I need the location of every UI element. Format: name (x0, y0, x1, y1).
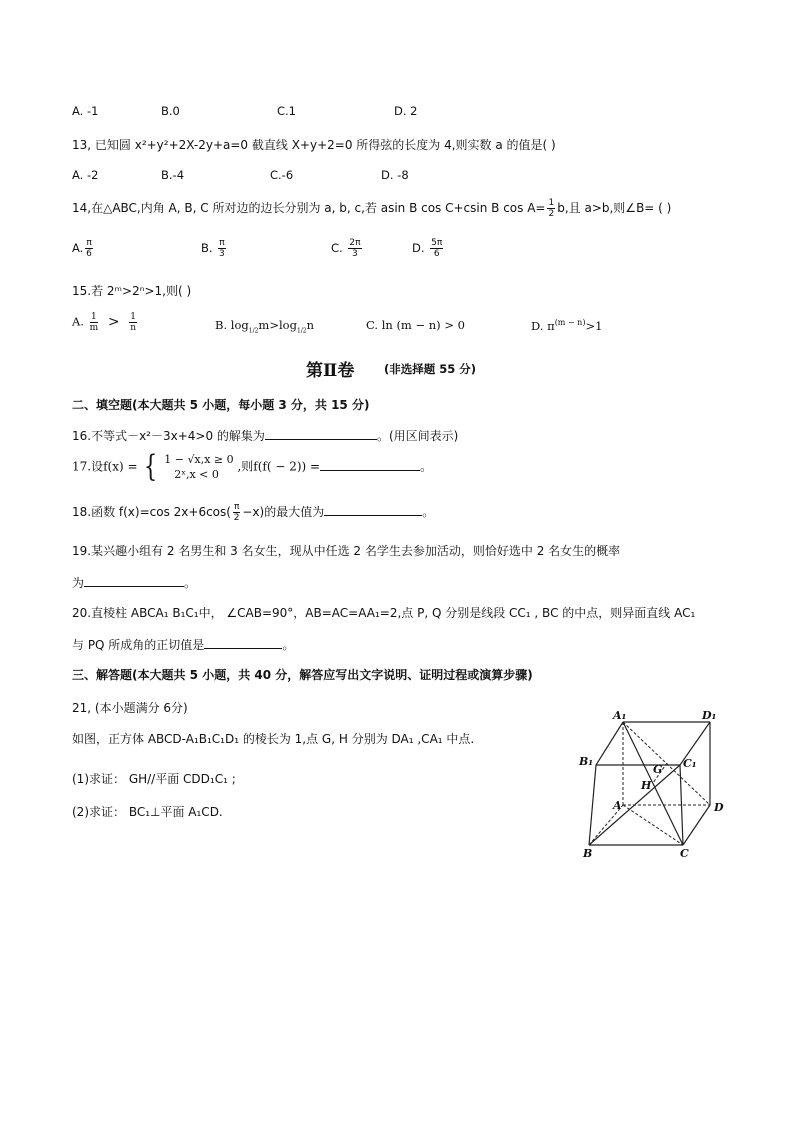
label-c1: C₁ (683, 757, 697, 770)
q15-text: 15.若 2ᵐ>2ⁿ>1,则( ) (72, 284, 192, 298)
q12-option-c: C.1 (277, 104, 297, 118)
q14-option-c: C. $\frac{2\pi}{3}$ (331, 238, 361, 259)
q13-option-d: D. -8 (381, 168, 409, 182)
q20-line2: 与 PQ 所成角的正切值是 。 (72, 638, 295, 652)
q12-option-b: B.0 (161, 104, 180, 118)
q18-text: 18.函数 f(x)=cos 2x+6cos( $\frac{\pi}{2}$ −x)的最大值为 。 (72, 502, 435, 523)
q13-text: 13, 已知圆 x²+y²+2X-2y+a=0 截直线 X+y+2=0 所得弦的长度为 4,则实数 a 的值是( ) (72, 138, 556, 152)
q14-text: 14,在△ABC,内角 A, B, C 所对边的边长分别为 a, b, c,若 asin B cos C+csin B cos A= $\frac{1}{2}$ b,且 a>b,则∠B= ( ) (72, 198, 672, 219)
q19-line1: 19.某兴趣小组有 2 名男生和 3 名女生，现从中任选 2 名学生去参加活动，则恰好选中 2 名女生的概率 (72, 544, 621, 558)
q21-part1: (1)求证： GH//平面 CDD₁C₁ ; (72, 772, 236, 786)
q14-option-a: A. $\frac{\pi}{6}$ (72, 238, 92, 259)
q15-option-d: D. $\pi^{(m - n)}>1$ (531, 318, 603, 333)
q21-header: 21, (本小题满分 6分) (72, 701, 188, 715)
segment-a1-c (623, 722, 683, 845)
label-h: H (641, 779, 652, 792)
part2-subtitle: (非选择题 55 分) (384, 362, 477, 376)
q19-line2: 为 。 (72, 576, 197, 590)
label-d: D (714, 801, 724, 814)
q15-option-c: C. ln (m − n) > 0 (366, 318, 465, 332)
q19-answer-blank[interactable] (84, 574, 184, 587)
part2-title: 第Ⅱ卷 (306, 361, 355, 381)
q12-option-d: D. 2 (394, 104, 418, 118)
label-b: B (583, 847, 593, 860)
label-b1: B₁ (579, 755, 594, 768)
q15-option-b: B. $\log_{1/2}m>\log_{1/2}n$ (215, 318, 315, 335)
section2-heading: 二、填空题(本大题共 5 小题，每小题 3 分，共 15 分) (72, 398, 370, 412)
q16-text: 16.不等式－x²－3x+4>0 的解集为 。(用区间表示) (72, 429, 459, 443)
q17-answer-blank[interactable] (320, 458, 420, 471)
q21-intro: 如图，正方体 ABCD-A₁B₁C₁D₁ 的棱长为 1,点 G, H 分别为 DA₁ ,CA₁ 中点. (72, 732, 475, 746)
label-c: C (680, 847, 689, 860)
q21-part2: (2)求证： BC₁⊥平面 A₁CD. (72, 805, 223, 819)
edge-b1-a1 (596, 722, 623, 765)
q18-answer-blank[interactable] (324, 503, 422, 516)
cube-figure (575, 705, 735, 860)
q15-option-a: A. $\frac{1}{m}$ > $\frac{1}{n}$ (72, 312, 136, 333)
q13-option-b: B.-4 (161, 168, 185, 182)
q16-answer-blank[interactable] (265, 427, 377, 440)
brace-icon: { (144, 449, 158, 484)
label-a1: A₁ (613, 709, 627, 722)
q13-option-c: C.-6 (270, 168, 294, 182)
q14-option-d: D. $\frac{5\pi}{6}$ (412, 238, 443, 259)
label-a: A (613, 799, 622, 812)
q12-option-a: A. -1 (72, 104, 99, 118)
q17-text: 17.设f(x) = { 1 − √x,x ≥ 0 2ˣ,x < 0 ,则f(f( − 2)) = 。 (72, 449, 433, 484)
segment-a-c-hidden (623, 805, 683, 845)
edge-c-d (683, 805, 710, 845)
label-d1: D₁ (702, 709, 717, 722)
q20-line1: 20.直棱柱 ABCA₁ B₁C₁中， ∠CAB=90°，AB=AC=AA₁=2,点 P, Q 分别是线段 CC₁ , BC 的中点，则异面直线 AC₁ (72, 606, 696, 620)
q14-option-b: B. $\frac{\pi}{3}$ (201, 238, 225, 259)
label-g: G (653, 763, 663, 776)
q13-option-a: A. -2 (72, 168, 99, 182)
edge-b1-b (589, 765, 596, 845)
section3-heading: 三、解答题(本大题共 5 小题，共 40 分，解答应写出文字说明、证明过程或演算步骤) (72, 668, 533, 682)
q20-answer-blank[interactable] (204, 636, 282, 649)
